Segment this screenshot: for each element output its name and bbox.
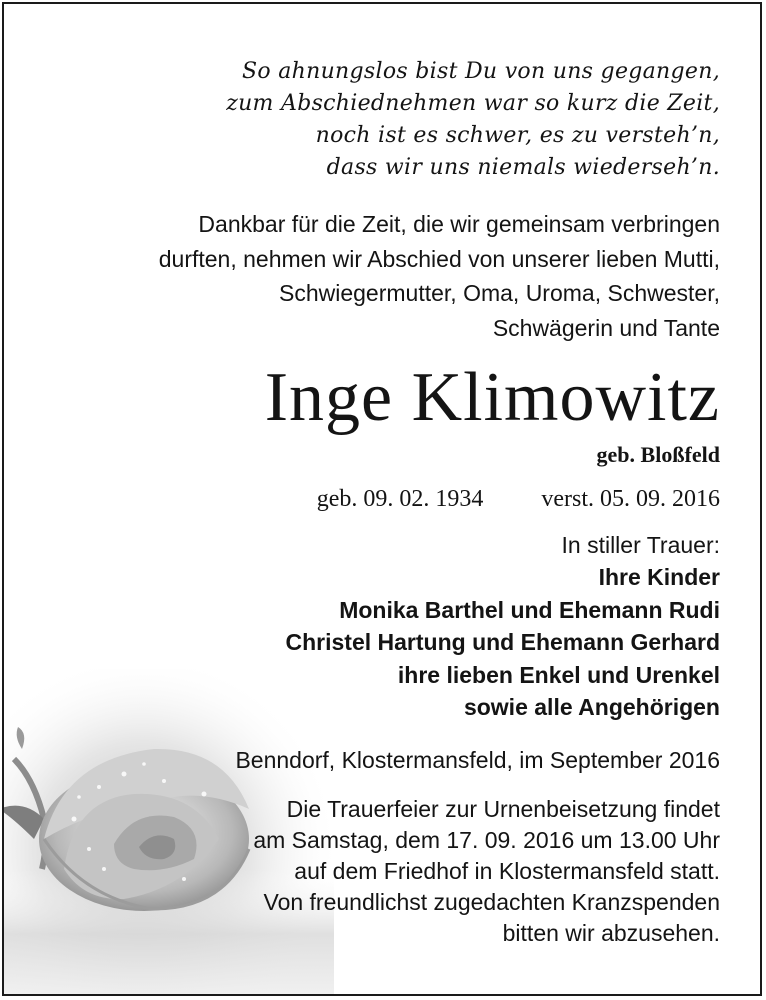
service-line: auf dem Friedhof in Klostermansfeld statt. [294,858,720,884]
maiden-name: geb. Bloßfeld [596,442,720,467]
service-line: Von freundlichst zugedachten Kranzspenden [263,889,720,915]
service-line: bitten wir abzusehen. [502,920,720,946]
intro-line: Schwiegermutter, Oma, Uroma, Schwester, [279,280,720,306]
intro-line: durften, nehmen wir Abschied von unserer lieben Mutti, [158,245,720,272]
birth-date: geb. 09. 02. 1934 [316,486,484,512]
life-dates [317,482,720,516]
poem [226,56,720,184]
intro-line: Schwägerin und Tante [492,314,720,341]
place-and-date: Benndorf, Klostermansfeld, im September 2016 [235,747,720,773]
mourners-list [286,561,721,724]
deceased-name: Inge Klimowitz [264,359,720,436]
mourner-line: Christel Hartung und Ehemann Gerhard [285,629,720,656]
obituary-card [2,2,762,996]
service-line: Die Trauerfeier zur Urnenbeisetzung findet [286,796,720,822]
death-date: verst. 05. 09. 2016 [541,486,720,512]
poem-line: dass wir uns niemals wiederseh’n. [326,155,720,180]
service-info [253,794,720,949]
mourner-line: ihre lieben Enkel und Urenkel [397,661,720,688]
mourning-intro: In stiller Trauer: [561,532,720,558]
intro-line: Dankbar für die Zeit, die wir gemeinsam verbringen [198,211,720,237]
poem-line: noch ist es schwer, es zu versteh’n, [315,123,720,148]
mourner-line: Monika Barthel und Ehemann Rudi [339,596,720,623]
poem-line: zum Abschiednehmen war so kurz die Zeit, [226,91,720,116]
poem-line: So ahnungslos bist Du von uns gegangen, [242,59,720,84]
intro-text [159,207,720,345]
service-line: am Samstag, dem 17. 09. 2016 um 13.00 Uhr [253,827,720,853]
mourner-line: sowie alle Angehörigen [463,694,720,721]
mourner-line: Ihre Kinder [598,564,720,590]
